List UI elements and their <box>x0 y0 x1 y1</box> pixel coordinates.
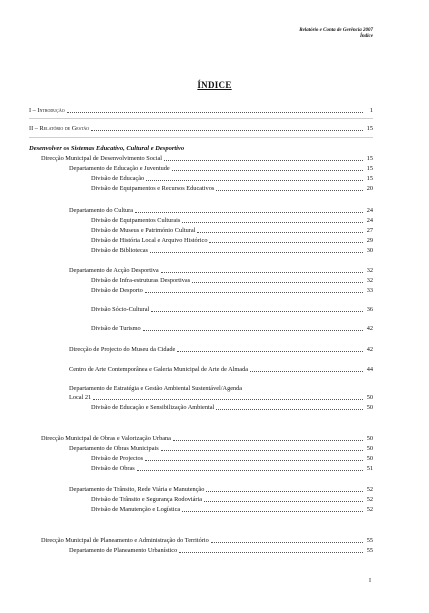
toc-entry-page: 50 <box>366 404 373 411</box>
toc-entry-page: 55 <box>366 537 373 544</box>
toc-entry-page: 42 <box>366 346 373 353</box>
toc-entry-label: Departamento de Acção Desportiva <box>69 267 159 274</box>
toc-entry-label: Divisão de Desporto <box>91 287 143 294</box>
leader-dots <box>67 111 363 113</box>
toc-entry-label: Direcção de Projecto do Museu da Cidade <box>69 346 176 353</box>
toc-entry-label: Divisão de Turismo <box>91 325 141 332</box>
toc-entry-label: Divisão de Museus e Património Cultural <box>91 227 196 234</box>
leader-dots <box>197 231 363 233</box>
toc-entry[interactable] <box>29 107 373 115</box>
toc-entry-label-line1[interactable]: Departamento de Estratégia e Gestão Ambiental Sustentável/Agenda <box>69 385 243 392</box>
leader-dots <box>204 500 363 502</box>
running-header-section: Índice <box>359 34 373 39</box>
toc-entry[interactable] <box>69 267 373 275</box>
leader-dots <box>177 350 363 352</box>
toc-entry[interactable] <box>91 455 373 463</box>
toc-entry[interactable] <box>91 287 373 295</box>
leader-dots <box>182 510 363 512</box>
toc-entry-label: Centro de Arte Contemporânea e Galeria Municipal de Arte de Almada <box>69 366 249 373</box>
toc-entry[interactable] <box>91 175 373 183</box>
toc-entry[interactable] <box>41 435 373 443</box>
leader-dots <box>161 271 363 273</box>
toc-entry-label: Divisão de Bibliotecas <box>91 247 149 254</box>
toc-entry-label: II – Relatório de Gestão <box>29 125 90 132</box>
toc-entry-label-line2: Local 21 <box>69 394 92 401</box>
section-heading: Desenvolver os Sistemas Educativo, Cultural e Desportivo <box>29 145 185 152</box>
running-header-title: Relatório e Conta de Gerência 2007 <box>299 28 373 33</box>
leader-dots <box>143 329 363 331</box>
leader-dots <box>151 310 363 312</box>
toc-entry-page: 15 <box>366 175 373 182</box>
toc-entry[interactable] <box>91 237 373 245</box>
toc-entry-page: 52 <box>366 506 373 513</box>
toc-entry-page: 33 <box>366 287 373 294</box>
toc-entry[interactable] <box>91 306 373 314</box>
page-number: I <box>369 578 371 584</box>
toc-entry-page: 36 <box>366 306 373 313</box>
toc-entry-label: Direcção Municipal de Planeamento e Administração do Território <box>41 537 209 544</box>
toc-entry[interactable] <box>69 547 373 555</box>
toc-entry[interactable] <box>91 185 373 193</box>
toc-entry-page: 51 <box>366 465 373 472</box>
toc-entry-label: Departamento de Planeamento Urbanístico <box>69 547 178 554</box>
toc-entry-page: 50 <box>366 394 373 401</box>
leader-dots <box>145 291 363 293</box>
toc-entry[interactable] <box>91 325 373 333</box>
leader-dots <box>216 189 363 191</box>
leader-dots <box>209 241 363 243</box>
toc-entry-label: Departamento de Educação e Juventude <box>69 165 170 172</box>
toc-entry-label: Divisão de Projectos <box>91 455 144 462</box>
toc-entry-label: Divisão de Trânsito e Segurança Rodoviária <box>91 496 203 503</box>
leader-dots <box>192 281 363 283</box>
toc-entry-label: Divisão de Educação <box>91 175 145 182</box>
leader-dots <box>250 370 363 372</box>
toc-entry-page: 20 <box>366 185 373 192</box>
toc-entry[interactable] <box>69 394 373 402</box>
toc-entry[interactable] <box>91 506 373 514</box>
toc-entry[interactable] <box>69 346 373 354</box>
toc-entry-page: 1 <box>369 107 373 114</box>
toc-entry[interactable] <box>29 125 373 133</box>
toc-entry-page: 24 <box>366 217 373 224</box>
toc-entry-label: I – Introdução <box>29 107 65 114</box>
toc-entry-page: 42 <box>366 325 373 332</box>
leader-dots <box>135 211 363 213</box>
toc-entry[interactable] <box>69 445 373 453</box>
toc-entry[interactable] <box>69 207 373 215</box>
leader-dots <box>179 551 363 553</box>
leader-dots <box>211 541 363 543</box>
toc-entry[interactable] <box>91 404 373 412</box>
toc-entry-page: 29 <box>366 237 373 244</box>
leader-dots <box>182 221 363 223</box>
toc-entry-label: Divisão de Obras <box>91 465 135 472</box>
toc-entry-page: 15 <box>366 155 373 162</box>
toc-entry-page: 50 <box>366 445 373 452</box>
toc-entry-page: 52 <box>366 486 373 493</box>
toc-entry-label: Departamento de Obras Municipais <box>69 445 159 452</box>
leader-dots <box>161 449 363 451</box>
leader-dots <box>93 398 363 400</box>
leader-dots <box>216 408 363 410</box>
toc-entry-label: Departamento de Trânsito, Rede Viária e Manutenção <box>69 486 205 493</box>
toc-entry-page: 50 <box>366 455 373 462</box>
leader-dots <box>91 129 363 131</box>
leader-dots <box>145 459 363 461</box>
toc-entry-label: Divisão Sócio-Cultural <box>91 306 150 313</box>
divider <box>29 137 373 138</box>
toc-entry[interactable] <box>91 217 373 225</box>
toc-entry[interactable] <box>91 277 373 285</box>
toc-entry-page: 30 <box>366 247 373 254</box>
toc-entry-label: Divisão de Equipamentos Culturais <box>91 217 181 224</box>
toc-entry-page: 52 <box>366 496 373 503</box>
toc-entry-page: 15 <box>366 125 373 132</box>
leader-dots <box>146 179 363 181</box>
toc-entry-page: 44 <box>366 366 373 373</box>
toc-entry-page: 50 <box>366 435 373 442</box>
toc-entry-label: Direcção Municipal de Obras e Valorização Urbana <box>41 435 171 442</box>
leader-dots <box>137 469 363 471</box>
toc-entry-label: Divisão de Educação e Sensibilização Ambiental <box>91 404 215 411</box>
toc-entry-label: Divisão de História Local e Arquivo Histórico <box>91 237 208 244</box>
leader-dots <box>150 251 363 253</box>
toc-entry-page: 27 <box>366 227 373 234</box>
toc-entry-label: Divisão de Infra-estruturas Desportivas <box>91 277 191 284</box>
toc-entry-page: 32 <box>366 267 373 274</box>
leader-dots <box>164 159 363 161</box>
toc-entry[interactable] <box>41 155 373 163</box>
page-title: ÍNDICE <box>197 80 232 90</box>
toc-entry[interactable] <box>91 227 373 235</box>
divider <box>29 118 373 119</box>
leader-dots <box>173 439 363 441</box>
toc-entry-label: Divisão de Equipamentos e Recursos Educativos <box>91 185 215 192</box>
toc-entry-label: Direcção Municipal de Desenvolvimento Social <box>41 155 163 162</box>
toc-entry[interactable] <box>69 486 373 494</box>
toc-entry[interactable] <box>69 366 373 374</box>
toc-entry-label: Divisão de Manutenção e Logística <box>91 506 181 513</box>
toc-entry-label: Departamento do Cultura <box>69 207 133 214</box>
toc-entry[interactable] <box>91 496 373 504</box>
toc-entry[interactable] <box>69 165 373 173</box>
toc-entry[interactable] <box>91 247 373 255</box>
toc-entry-page: 24 <box>366 207 373 214</box>
toc-entry-page: 32 <box>366 277 373 284</box>
toc-entry-page: 15 <box>366 165 373 172</box>
toc-entry[interactable] <box>41 537 373 545</box>
toc-entry-page: 55 <box>366 547 373 554</box>
leader-dots <box>172 169 363 171</box>
leader-dots <box>206 490 363 492</box>
toc-entry[interactable] <box>91 465 373 473</box>
